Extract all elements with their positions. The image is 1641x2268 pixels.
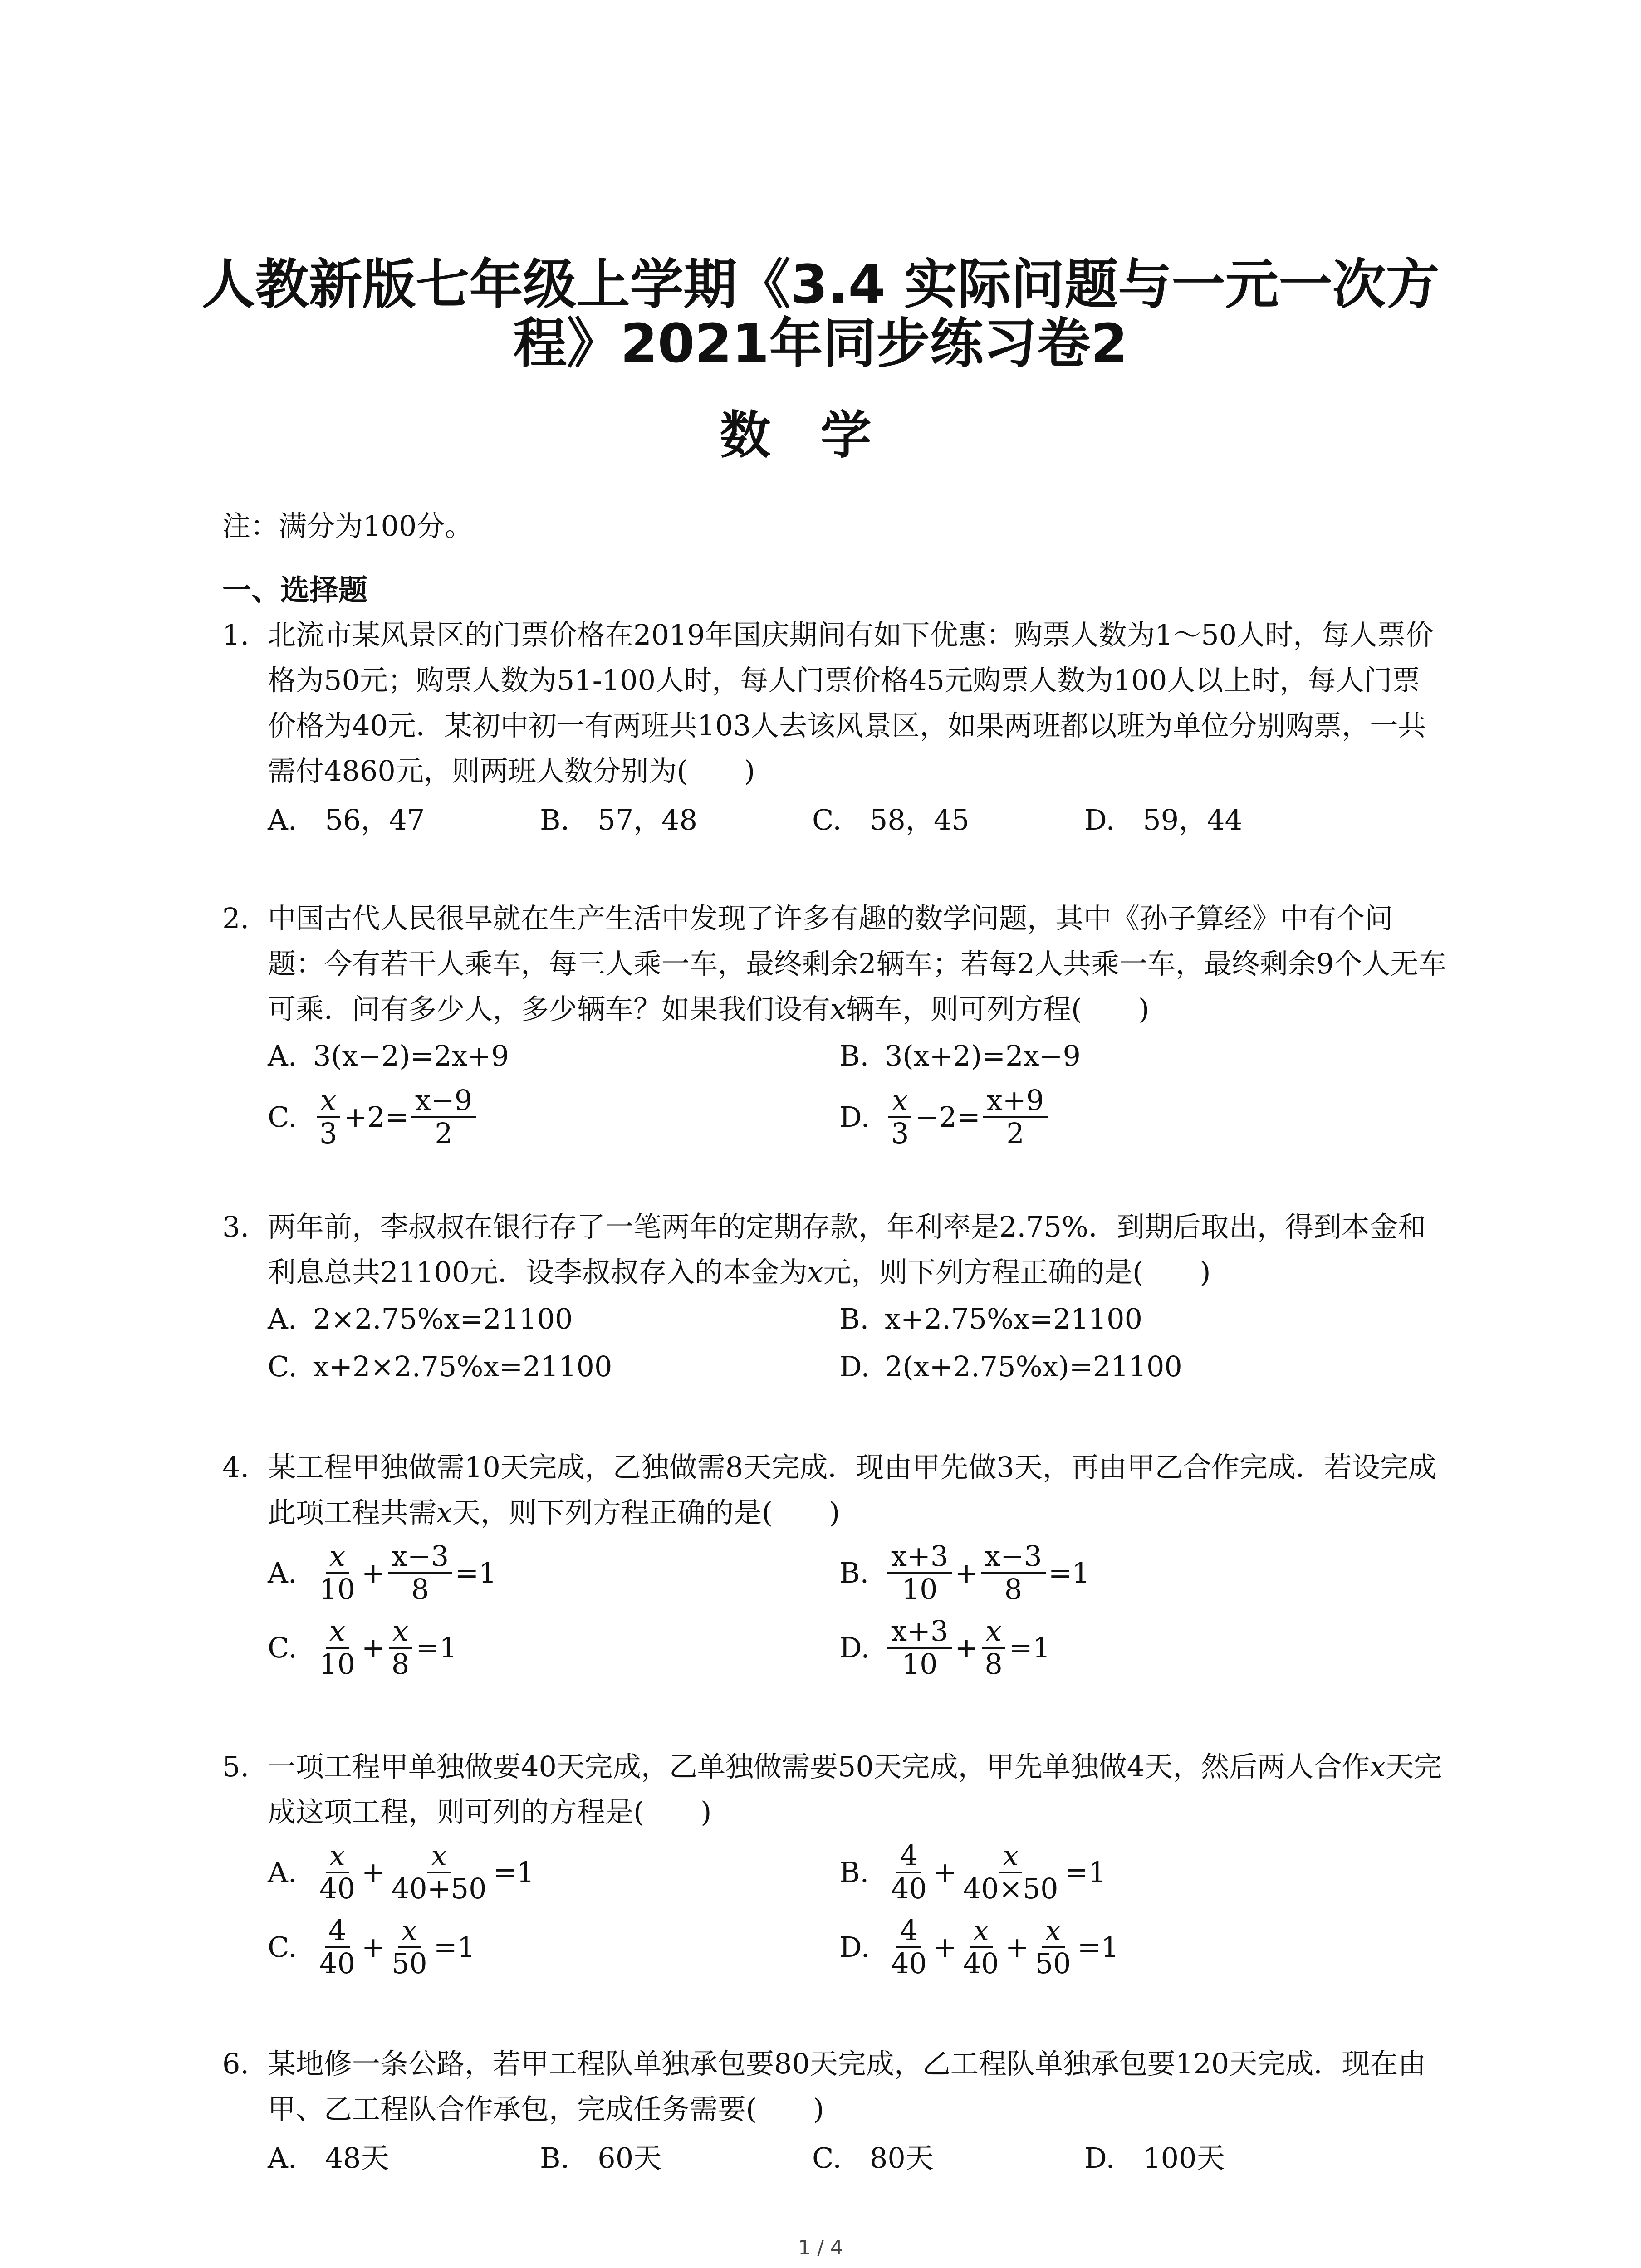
question-6 bbox=[222, 2041, 1447, 2180]
options-row bbox=[268, 1032, 1447, 1080]
fraction: $\frac{x}{10}$ bbox=[319, 1540, 355, 1606]
question-text-tail: 辆车，则可列方程( ) bbox=[846, 992, 1150, 1026]
fraction: $\frac{x}{3}$ bbox=[887, 1085, 912, 1149]
option-b[interactable]: B. 60天 bbox=[540, 2141, 662, 2175]
option-a[interactable]: A. 3(x−2)=2x+9 bbox=[268, 1039, 509, 1072]
fraction: $\frac{x+9}{2}$ bbox=[983, 1085, 1048, 1149]
question-3 bbox=[222, 1204, 1447, 1390]
title-line-1: 人教新版七年级上学期《3.4 实际问题与一元一次方 bbox=[201, 253, 1440, 316]
variable: x bbox=[830, 992, 846, 1026]
question-number: 5. bbox=[222, 1750, 250, 1783]
fraction: $\frac{x-3}{8}$ bbox=[388, 1541, 452, 1604]
question-text-tail: 天完成这项工程，则可列的方程是( ) bbox=[268, 1750, 1442, 1828]
option-d[interactable]: D. $\frac{x+3}{10}$ + $\frac{x}{8}$ =1 bbox=[839, 1614, 1051, 1681]
question-text: 北流市某风景区的门票价格在2019年国庆期间有如下优惠：购票人数为1～50人时，每人票价格为50元；购票人数为51-100人时，每人门票价格45元购票人数为100人以上时，每人门票价格为40元．某初中初一有两班共103人去该风景区，如果两班都以班为单位分别购票，一共需付4860元，则两班人数分别为( ) bbox=[268, 618, 1434, 787]
fraction: $\frac{x}{3}$ bbox=[316, 1085, 341, 1149]
options-row bbox=[268, 1535, 1447, 1610]
question-text: 一项工程甲单独做要40天完成，乙单独做需要50天完成，甲先单独做4天，然后两人合作 bbox=[268, 1750, 1370, 1783]
option-a[interactable]: A. $\frac{x}{40}$ + $\frac{x}{40+50}$ =1 bbox=[268, 1839, 534, 1905]
option-a[interactable]: A. $\frac{x}{10}$ + $\frac{x-3}{8}$ =1 bbox=[268, 1540, 497, 1606]
question-text-tail: 元，则下列方程正确的是( ) bbox=[823, 1256, 1211, 1289]
question-text: 中国古代人民很早就在生产生活中发现了许多有趣的数学问题，其中《孙子算经》中有个问题：今有若干人乘车，每三人乘一车，最终剩余2辆车；若每2人共乘一车，最终剩余9个人无车可乘．问有多少人，多少辆车？如果我们设有 bbox=[268, 902, 1447, 1026]
options-row bbox=[268, 1343, 1447, 1390]
option-d[interactable]: D. $\frac{x}{3}$ −2= $\frac{x+9}{2}$ bbox=[839, 1085, 1411, 1149]
question-number: 1. bbox=[222, 618, 250, 651]
fraction: $\frac{x}{40}$ bbox=[963, 1914, 999, 1980]
fraction: $\frac{x}{40}$ bbox=[319, 1839, 355, 1905]
option-c[interactable]: C. 58，45 bbox=[812, 803, 970, 836]
variable: x bbox=[1370, 1750, 1386, 1783]
option-d[interactable]: D. 59，44 bbox=[1084, 803, 1243, 836]
title-line-2: 程》2021年同步练习卷2 bbox=[513, 312, 1128, 375]
fraction: $\frac{4}{40}$ bbox=[319, 1914, 355, 1980]
options-row bbox=[268, 2132, 1447, 2180]
option-a[interactable]: A. 48天 bbox=[268, 2141, 389, 2175]
fraction: $\frac{x}{8}$ bbox=[388, 1616, 413, 1679]
option-b[interactable]: B. 57，48 bbox=[540, 803, 698, 836]
option-c[interactable]: C. 80天 bbox=[812, 2141, 934, 2175]
question-number: 6. bbox=[222, 2047, 250, 2080]
option-b[interactable]: B. $\frac{x+3}{10}$ + $\frac{x-3}{8}$ =1 bbox=[839, 1540, 1090, 1606]
question-2 bbox=[222, 896, 1447, 1154]
score-note: 注：满分为100分。 bbox=[222, 509, 473, 543]
fraction: $\frac{x}{10}$ bbox=[319, 1614, 355, 1681]
fraction: $\frac{x+3}{10}$ bbox=[887, 1541, 952, 1604]
question-4 bbox=[222, 1445, 1447, 1685]
option-a[interactable]: A. 56，47 bbox=[268, 803, 425, 836]
page-number: 1 / 4 bbox=[798, 2236, 843, 2259]
question-1 bbox=[222, 612, 1447, 841]
options-row bbox=[268, 1080, 1447, 1154]
fraction: $\frac{x}{50}$ bbox=[391, 1914, 427, 1980]
option-b[interactable]: B. x+2.75%x=21100 bbox=[839, 1302, 1143, 1335]
options-row bbox=[268, 1835, 1447, 1910]
section-heading: 一、选择题 bbox=[222, 574, 367, 607]
options-row bbox=[268, 1295, 1447, 1343]
options-row bbox=[268, 794, 1447, 841]
options-row bbox=[268, 1910, 1447, 1984]
question-text: 某工程甲独做需10天完成，乙独做需8天完成．现由甲先做3天，再由甲乙合作完成．若设完成此项工程共需 bbox=[268, 1451, 1436, 1529]
option-d[interactable]: D. 2(x+2.75%x)=21100 bbox=[839, 1350, 1182, 1383]
variable: x bbox=[807, 1256, 823, 1289]
option-d[interactable]: D. 100天 bbox=[1084, 2141, 1225, 2175]
option-b[interactable]: B. $\frac{4}{40}$ + $\frac{x}{40\times 50}$ =1 bbox=[839, 1839, 1106, 1905]
question-5 bbox=[222, 1744, 1447, 1984]
question-text: 两年前，李叔叔在银行存了一笔两年的定期存款，年利率是2.75%．到期后取出，得到本金和利息总共21100元．设李叔叔存入的本金为 bbox=[268, 1210, 1426, 1289]
fraction: $\frac{x}{40+50}$ bbox=[391, 1839, 487, 1905]
question-number: 3. bbox=[222, 1210, 250, 1243]
fraction: $\frac{x-9}{2}$ bbox=[411, 1085, 476, 1149]
option-c[interactable]: C. $\frac{4}{40}$ + $\frac{x}{50}$ =1 bbox=[268, 1914, 475, 1980]
question-text: 某地修一条公路，若甲工程队单独承包要80天完成，乙工程队单独承包要120天完成．现在由甲、乙工程队合作承包，完成任务需要( ) bbox=[268, 2047, 1426, 2126]
question-number: 4. bbox=[222, 1451, 250, 1484]
subject-heading: 数学 bbox=[720, 406, 921, 465]
option-c[interactable]: C. x+2×2.75%x=21100 bbox=[268, 1350, 612, 1383]
question-text-tail: 天，则下列方程正确的是( ) bbox=[452, 1496, 840, 1529]
fraction: $\frac{x-3}{8}$ bbox=[981, 1541, 1045, 1604]
option-a[interactable]: A. 2×2.75%x=21100 bbox=[268, 1302, 573, 1335]
fraction: $\frac{x}{50}$ bbox=[1035, 1914, 1071, 1980]
fraction: $\frac{x}{8}$ bbox=[981, 1616, 1006, 1679]
option-d[interactable]: D. $\frac{4}{40}$ + $\frac{x}{40}$ + $\frac{x}{50}$ =1 bbox=[839, 1914, 1119, 1980]
variable: x bbox=[436, 1496, 452, 1529]
option-c[interactable]: C. $\frac{x}{3}$ +2= $\frac{x-9}{2}$ bbox=[268, 1085, 839, 1149]
fraction: $\frac{x}{40\times 50}$ bbox=[963, 1839, 1058, 1905]
fraction: $\frac{x+3}{10}$ bbox=[887, 1616, 952, 1679]
option-b[interactable]: B. 3(x+2)=2x−9 bbox=[839, 1039, 1081, 1072]
options-row bbox=[268, 1610, 1447, 1685]
fraction: $\frac{4}{40}$ bbox=[891, 1839, 927, 1905]
question-number: 2. bbox=[222, 902, 250, 935]
fraction: $\frac{4}{40}$ bbox=[891, 1914, 927, 1980]
option-c[interactable]: C. $\frac{x}{10}$ + $\frac{x}{8}$ =1 bbox=[268, 1614, 457, 1681]
